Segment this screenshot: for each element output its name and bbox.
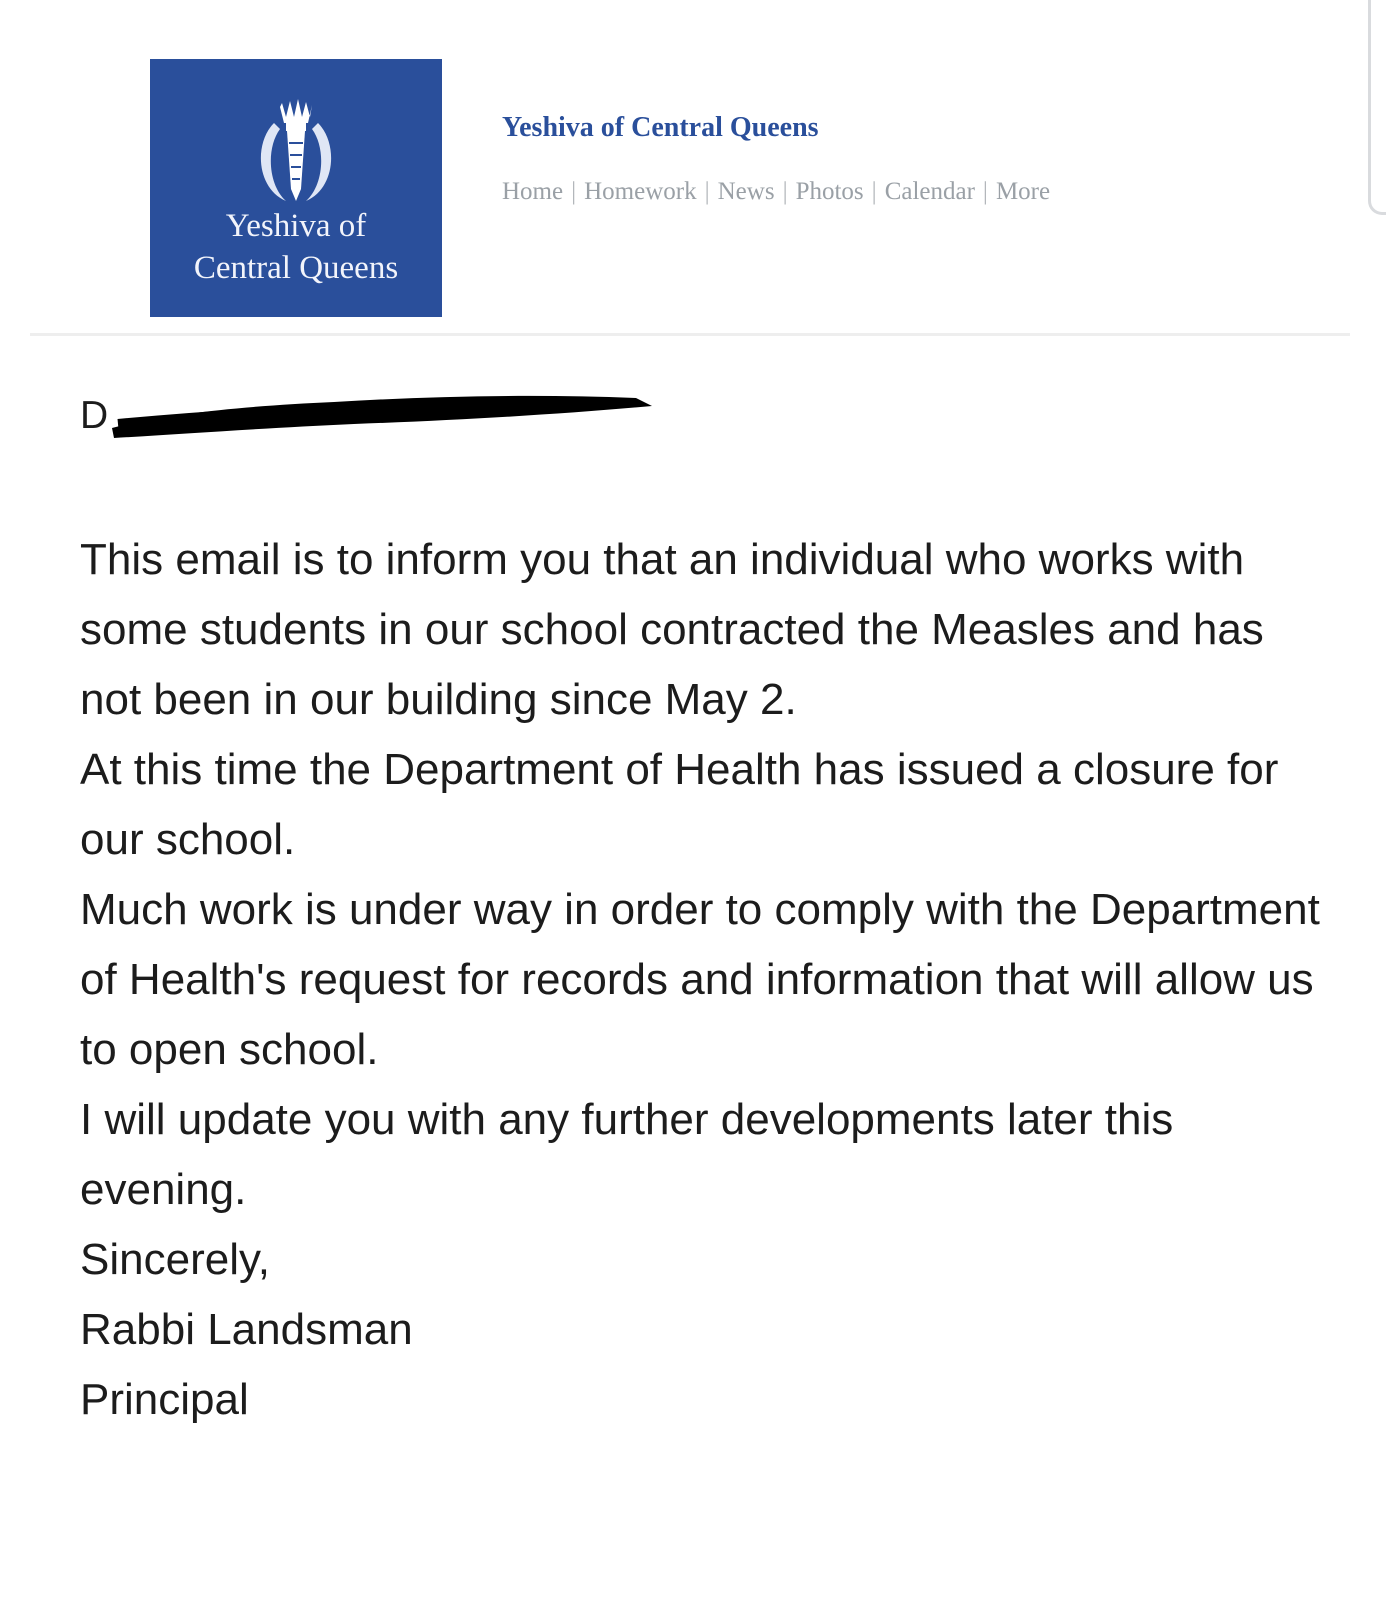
letter-signer-title: Principal xyxy=(80,1375,249,1424)
nav-news[interactable]: News xyxy=(717,178,775,205)
site-title[interactable]: Yeshiva of Central Queens xyxy=(502,112,819,143)
nav-separator: | xyxy=(871,178,877,205)
letter-paragraph: At this time the Department of Health has issued a closure for our school. xyxy=(80,745,1279,864)
letter-greeting: D xyxy=(80,394,109,437)
scroll-edge xyxy=(1368,0,1386,215)
nav-more[interactable]: More xyxy=(995,178,1051,205)
nav-home[interactable]: Home xyxy=(502,178,564,205)
nav-photos[interactable]: Photos xyxy=(795,178,864,205)
site-nav xyxy=(502,178,1050,206)
nav-separator: | xyxy=(982,178,988,205)
nav-separator: | xyxy=(782,178,788,205)
letter-signer: Rabbi Landsman xyxy=(80,1305,413,1354)
letter-paragraph: I will update you with any further developments later this evening. xyxy=(80,1095,1174,1214)
torch-emblem-icon xyxy=(246,93,346,211)
logo-wordmark xyxy=(150,205,442,289)
site-header xyxy=(0,0,1386,332)
redaction-mark xyxy=(104,384,654,446)
school-logo[interactable] xyxy=(150,59,442,317)
nav-separator: | xyxy=(704,178,710,205)
nav-separator: | xyxy=(571,178,577,205)
letter-paragraph: This email is to inform you that an individual who works with some students in our school contracted the Measles and has not been in our building since May 2. xyxy=(80,535,1264,724)
nav-homework[interactable]: Homework xyxy=(584,178,697,205)
header-divider xyxy=(30,333,1350,336)
logo-line-2: Central Queens xyxy=(193,250,399,286)
letter-body xyxy=(80,525,1320,1435)
letter-closing: Sincerely, xyxy=(80,1235,270,1284)
letter-paragraph: Much work is under way in order to comply with the Department of Health's request for records and information that will allow us to open school. xyxy=(80,885,1320,1074)
logo-line-1: Yeshiva of xyxy=(225,208,367,244)
nav-calendar[interactable]: Calendar xyxy=(884,178,975,205)
